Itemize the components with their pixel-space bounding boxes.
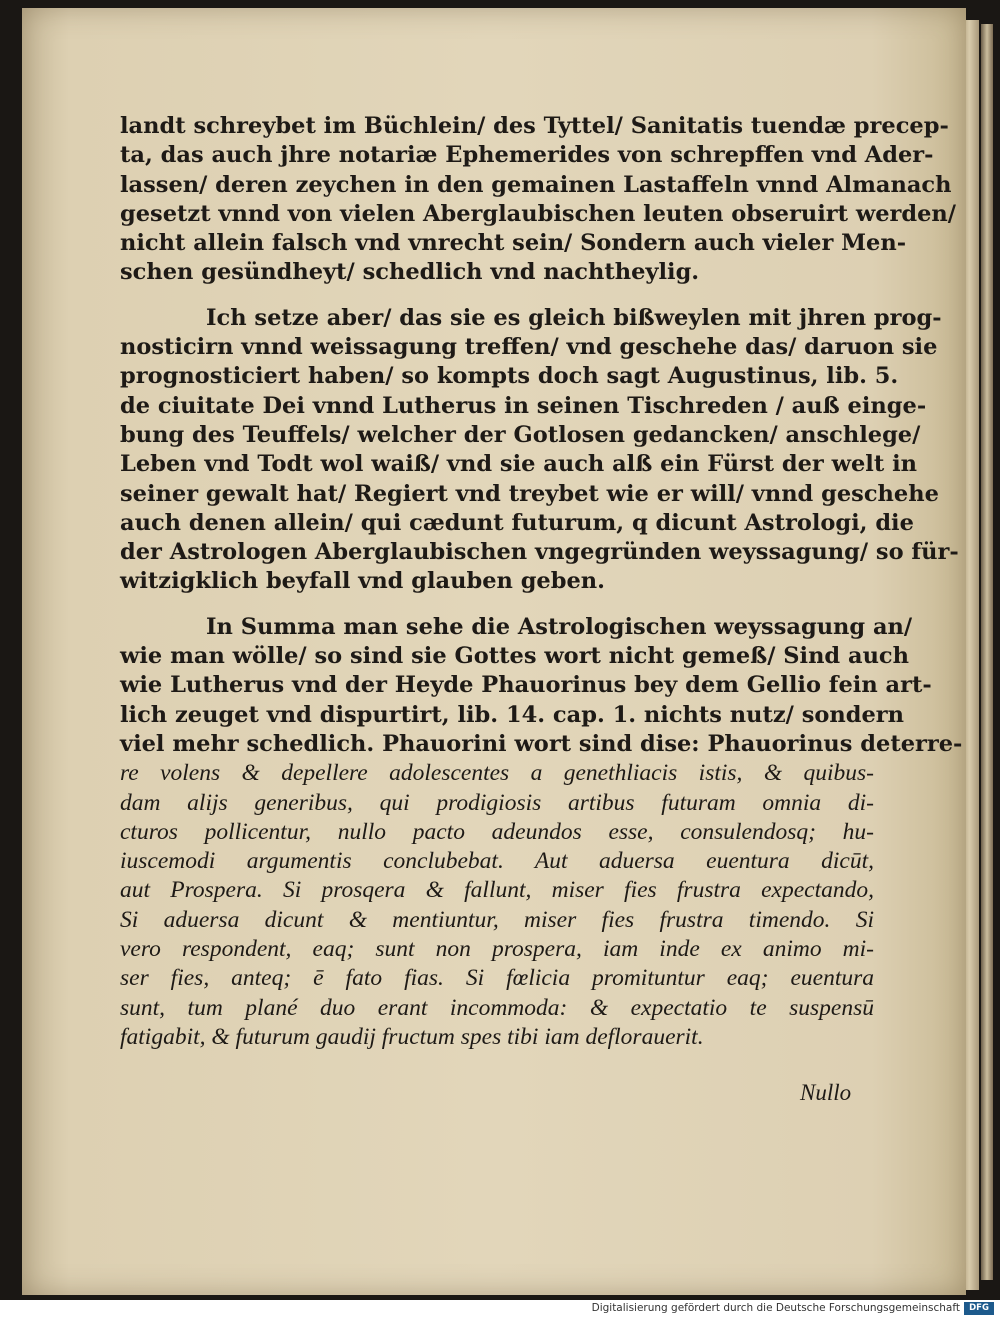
text-line: nicht allein falsch vnd vnrecht sein/ Sondern auch vieler Men- — [120, 230, 907, 257]
text-line: lich zeuget vnd dispurtirt, lib. 14. cap. 1. nichts nutz/ sondern — [120, 701, 905, 728]
paragraph — [120, 613, 963, 1052]
page-text — [120, 112, 963, 1052]
text-line: iuscemodi argumentis conclubebat. Aut aduersa euentura dicūt, — [120, 848, 874, 875]
text-line: aut Prospera. Si prosqera & fallunt, miser fies frustra expectando, — [120, 877, 874, 904]
text-line: In Summa man sehe die Astrologischen weyssagung an/ — [206, 613, 913, 640]
page-edge-far — [981, 24, 993, 1280]
text-line: ser fies, anteq; ē fato fias. Si fœlicia promituntur eaq; euentura — [120, 965, 874, 992]
paragraph-gap — [120, 597, 874, 613]
text-line: auch denen allein/ qui cædunt futurum, q dicunt Astrologi, die — [120, 509, 914, 536]
text-line: re volens & depellere adolescentes a genethliacis istis, & quibus- — [120, 760, 874, 787]
footer-bar — [0, 1300, 1000, 1317]
text-line: gesetzt vnnd von vielen Aberglaubischen leuten obseruirt werden/ — [120, 200, 956, 227]
text-line: bung des Teuffels/ welcher der Gotlosen gedancken/ anschlege/ — [120, 421, 921, 448]
text-line: cturos pollicentur, nullo pacto adeundos esse, consulendosq; hu- — [120, 818, 874, 845]
text-line: lassen/ deren zeychen in den gemainen Lastaffeln vnnd Almanach — [120, 171, 952, 198]
text-line: de ciuitate Dei vnnd Lutherus in seinen Tischreden / auß einge- — [120, 392, 927, 419]
text-line: vero respondent, eaq; sunt non prospera, iam inde ex animo mi- — [120, 936, 874, 963]
text-line: ta, das auch jhre notariæ Ephemerides von schrepffen vnd Ader- — [120, 142, 934, 169]
text-line: schen gesündheyt/ schedlich vnd nachtheylig. — [120, 259, 700, 286]
text-line: Si aduersa dicunt & mentiuntur, miser fies frustra timendo. Si — [120, 906, 874, 933]
text-line: fatigabit, & futurum gaudij fructum spes tibi iam deflorauerit. — [120, 1023, 704, 1050]
text-line: der Astrologen Aberglaubischen vngegründen weyssagung/ so für- — [120, 539, 959, 566]
catchword: Nullo — [800, 1080, 852, 1105]
text-line: Ich setze aber/ das sie es gleich bißweylen mit jhren prog- — [206, 304, 942, 331]
text-line: viel mehr schedlich. Phauorini wort sind dise: Phauorinus deterre- — [120, 730, 963, 757]
text-line: wie Lutherus vnd der Heyde Phauorinus bey dem Gellio fein art- — [120, 672, 932, 699]
funding-notice: Digitalisierung gefördert durch die Deutsche Forschungsgemeinschaft — [591, 1302, 960, 1314]
paragraph — [120, 112, 956, 288]
text-line: prognosticiert haben/ so kompts doch sagt Augustinus, lib. 5. — [120, 363, 899, 390]
text-line: Leben vnd Todt wol waiß/ vnd sie auch alß ein Fürst der welt in — [120, 451, 917, 478]
text-line: landt schreybet im Büchlein/ des Tyttel/ Sanitatis tuendæ precep- — [120, 113, 949, 139]
text-line: sunt, tum plané duo erant incommoda: & expectatio te suspensū — [120, 994, 874, 1021]
paragraph — [120, 304, 959, 597]
paragraph-gap — [120, 288, 874, 304]
text-line: seiner gewalt hat/ Regiert vnd treybet wie er will/ vnnd geschehe — [120, 480, 939, 507]
dfg-logo: DFG — [964, 1302, 994, 1315]
text-line: witzigklich beyfall vnd glauben geben. — [120, 568, 605, 595]
text-line: dam alijs generibus, qui prodigiosis artibus futuram omnia di- — [120, 789, 874, 816]
text-line: wie man wölle/ so sind sie Gottes wort nicht gemeß/ Sind auch — [120, 643, 909, 670]
text-line: nosticirn vnnd weissagung treffen/ vnd geschehe das/ daruon sie — [120, 334, 938, 361]
